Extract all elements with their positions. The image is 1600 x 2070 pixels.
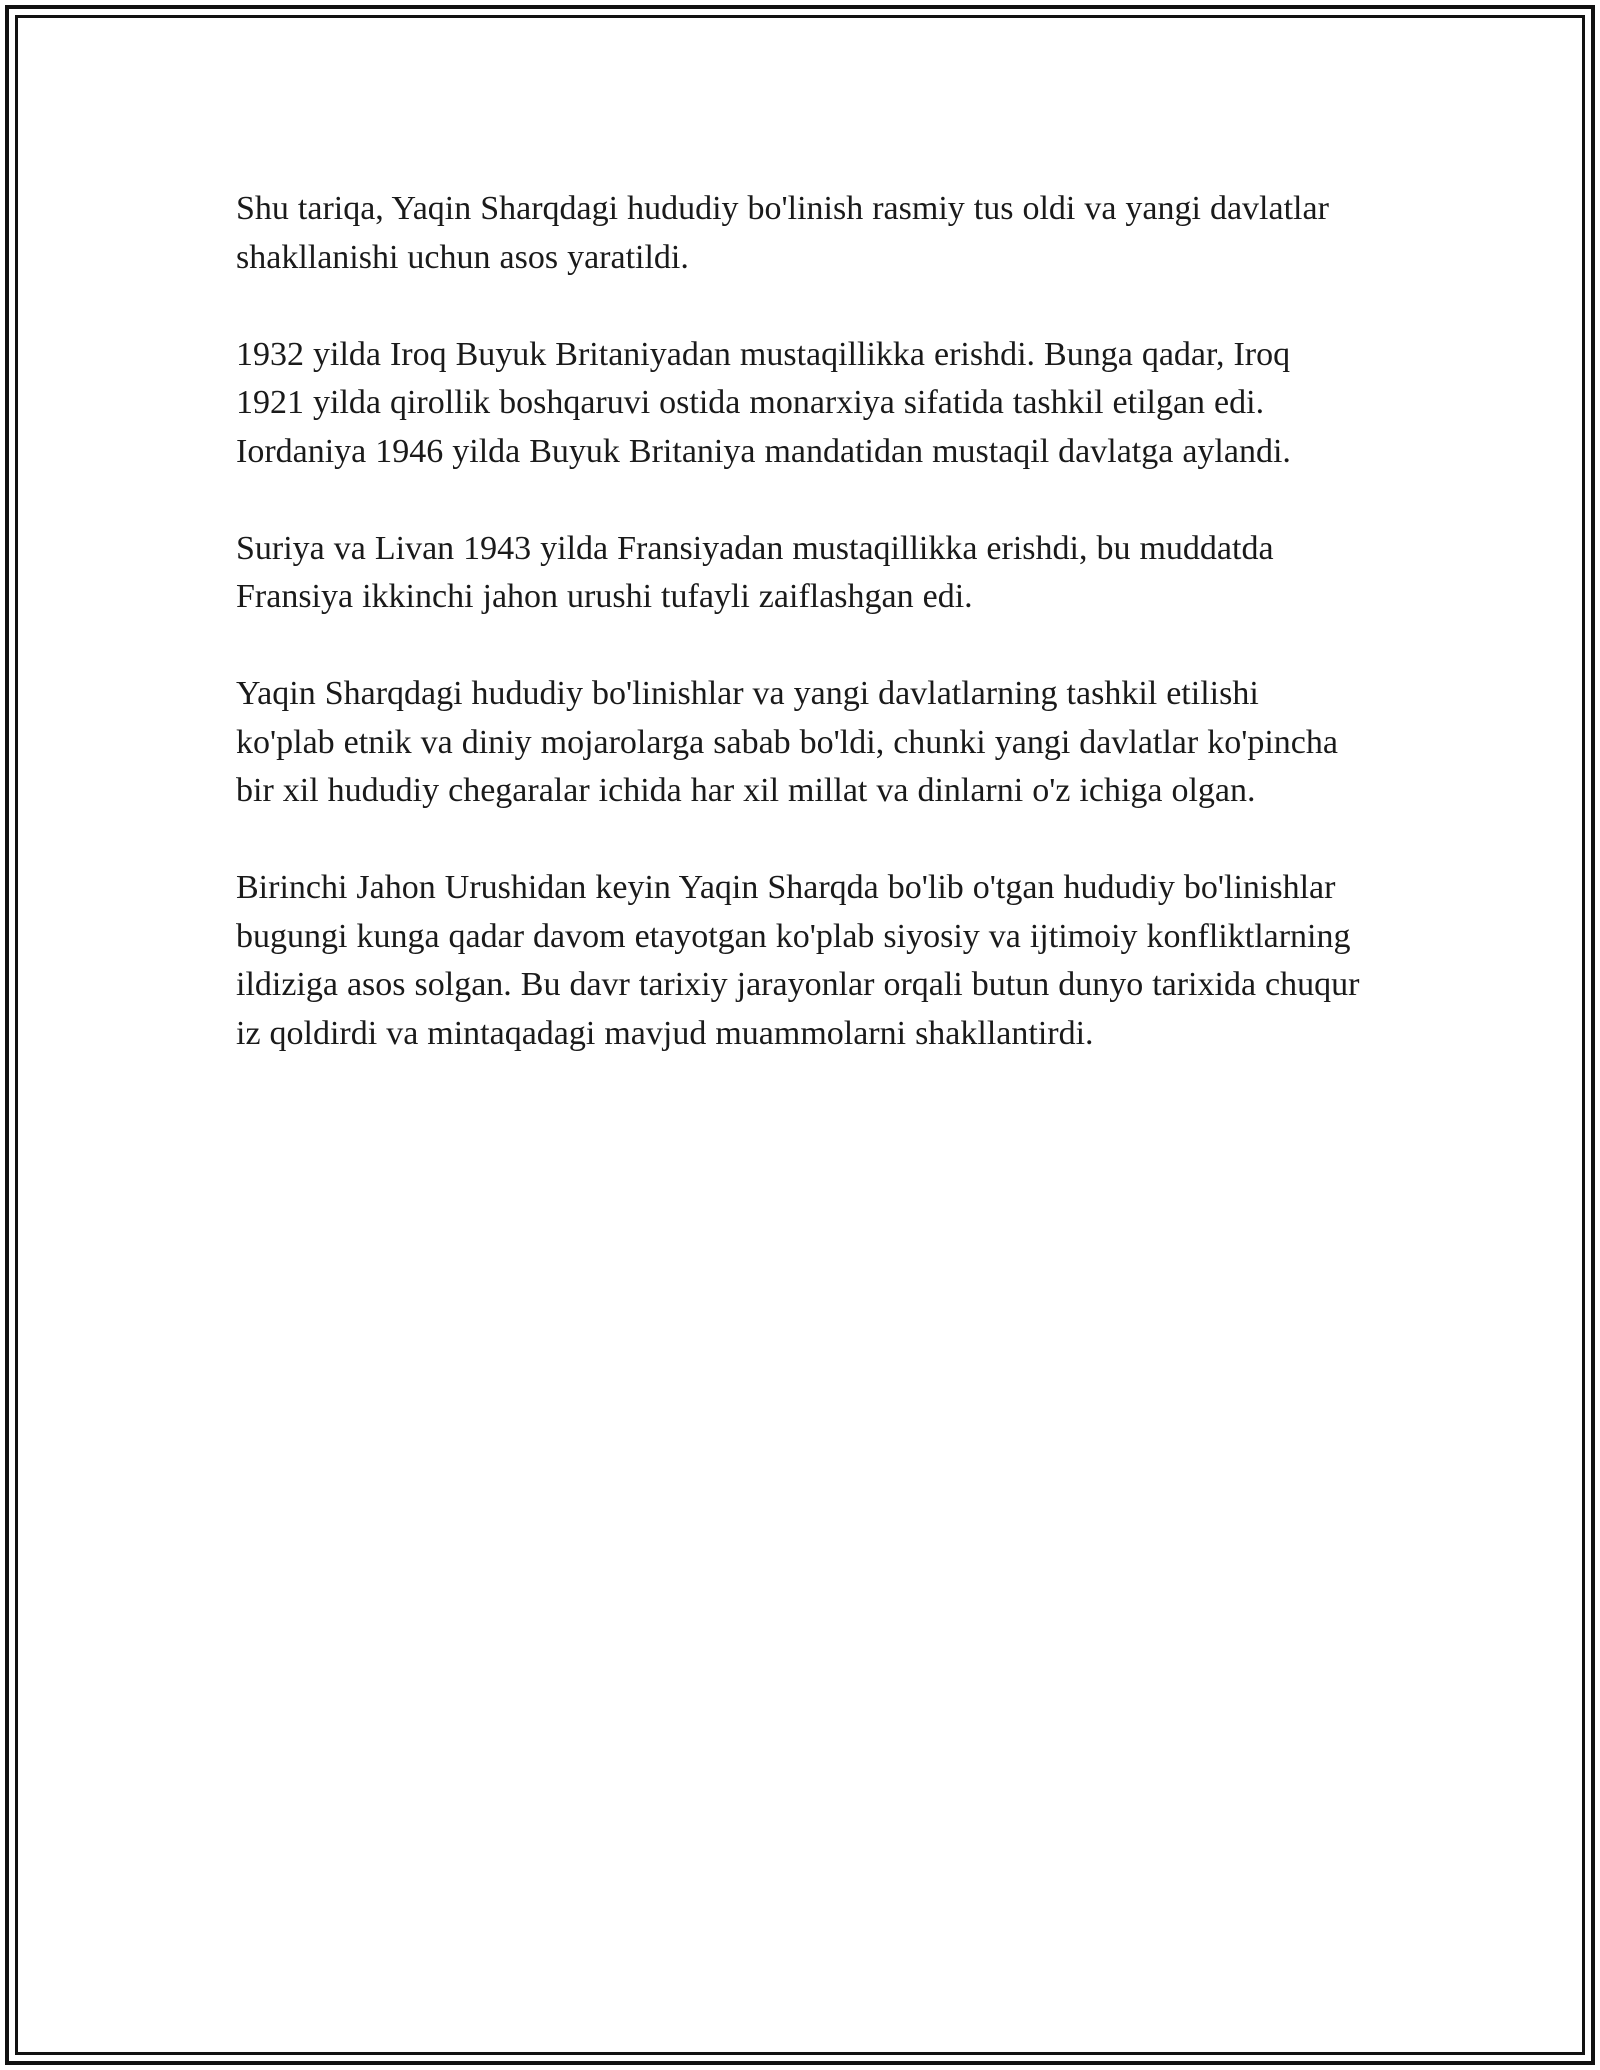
- paragraph-3: Suriya va Livan 1943 yilda Fransiyadan mustaqillikka erishdi, bu muddatda Fransiya ikkinchi jahon urushi tufayli zaiflashgan edi.: [236, 529, 1274, 615]
- paragraph-2: 1932 yilda Iroq Buyuk Britaniyadan mustaqillikka erishdi. Bunga qadar, Iroq 1921 yilda qirollik boshqaruvi ostida monarxiya sifatida tashkil etilgan edi. Iordaniya 1946 yilda Buyuk Britaniya mandatidan mustaqil davlatga aylandi.: [236, 335, 1291, 470]
- paragraph-4: Yaqin Sharqdagi hududiy bo'linishlar va yangi davlatlarning tashkil etilishi ko'plab etnik va diniy mojarolarga sabab bo'ldi, chunki yangi davlatlar ko'pincha bir xil hududiy chegaralar ichida har xil millat va dinlarni o'z ichiga olgan.: [236, 675, 1338, 809]
- paragraph-1: Shu tariqa, Yaqin Sharqdagi hududiy bo'linish rasmiy tus oldi va yangi davlatlar shakllanishi uchun asos yaratildi.: [236, 190, 1329, 276]
- paragraph-5: Birinchi Jahon Urushidan keyin Yaqin Sharqda bo'lib o'tgan hududiy bo'linishlar bugungi kunga qadar davom etayotgan ko'plab siyosiy va ijtimoiy konfliktlarning ildiziga asos solgan. Bu davr tarixiy jarayonlar orqali butun dunyo tarixida chuqur iz qoldirdi va mintaqadagi mavjud muammolarni shakllantirdi.: [236, 869, 1360, 1052]
- document-body: [236, 185, 1366, 1107]
